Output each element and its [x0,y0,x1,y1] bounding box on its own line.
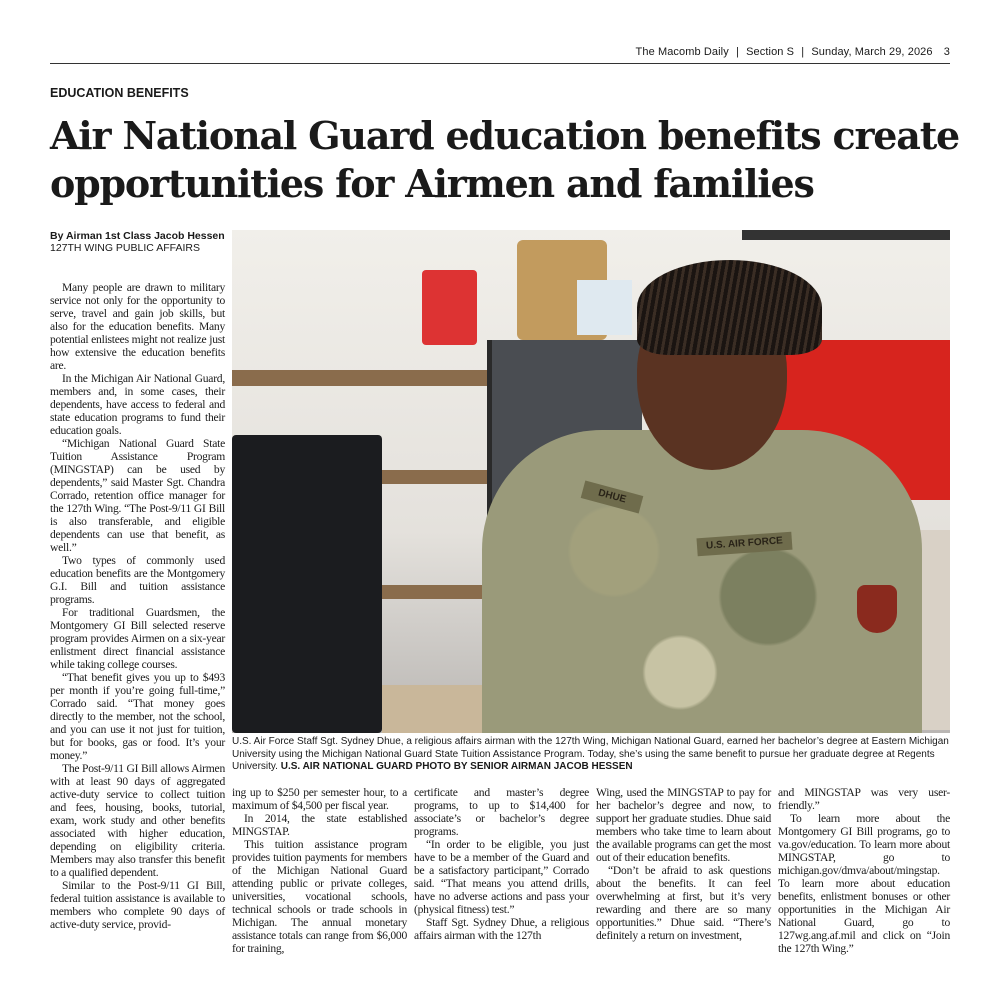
paragraph: The Post-9/11 GI Bill allows Airmen with at least 90 days of aggregated active-duty service to collect tuition and fees, housing, books, tutorial, exam, work study and other benefits associated with higher education, depending on eligibility criteria. Members may also transfer this benefit to a qualified dependent. [50,762,225,879]
article-photo [232,230,950,733]
paragraph: “Don’t be afraid to ask questions about the benefits. It can feel overwhelming at first, but it’s very rewarding and there are so many opportunities.” Dhue said. “There’s definitely a return on investment, [596,864,771,942]
byline-affiliation: 127TH WING PUBLIC AFFAIRS [50,242,200,254]
paragraph: In the Michigan Air National Guard, members and, in some cases, their dependents, have access to federal and state education programs to fund their education goals. [50,372,225,437]
separator: | [801,46,805,58]
unit-patch-icon [857,585,897,633]
photo-credit: U.S. AIR NATIONAL GUARD PHOTO BY SENIOR AIRMAN JACOB HESSEN [280,761,633,772]
paragraph: “Michigan National Guard State Tuition Assistance Program (MINGSTAP) can be used by dependents,” said Master Sgt. Chandra Corrado, retention office manager for the 127th Wing. “The Post-9/11 GI Bill is also transferable, and eligible dependents can use that benefit, as well.” [50,437,225,554]
paragraph: ing up to $250 per semester hour, to a maximum of $4,500 per fiscal year. [232,786,407,812]
section-kicker: EDUCATION BENEFITS [50,86,189,100]
paragraph: This tuition assistance program provides tuition payments for members of the Michigan National Guard attending public or private colleges, universities, vocational schools, technical schools or trade schools in Michigan. The annual monetary assistance totals can range from $6,000 for training, [232,838,407,955]
paragraph: “That benefit gives you up to $493 per month if you’re going full-time,” Corrado said. “That money goes directly to the member, not the school, and you can use it not just for tuition, but for books, gas or food. It’s your money.” [50,671,225,762]
byline [50,230,230,254]
name-tape-text: DHUE [597,487,628,506]
paragraph: In 2014, the state established MINGSTAP. [232,812,407,838]
article-column-4 [596,786,771,942]
paragraph: Staff Sgt. Sydney Dhue, a religious affairs airman with the 127th [414,916,589,942]
article-column-2 [232,786,407,955]
paragraph: Similar to the Post-9/11 GI Bill, federal tuition assistance is available to members who complete 90 days of active-duty service, provid- [50,879,225,931]
separator: | [735,46,739,58]
page-number: 3 [943,46,950,58]
publication-name: The Macomb Daily [635,46,729,58]
page-header [50,46,950,64]
paragraph: and MINGSTAP was very user-friendly.” [778,786,950,812]
headline: Air National Guard education benefits create opportunities for Airmen and families [50,113,960,206]
issue-date: Sunday, March 29, 2026 [811,46,933,58]
paragraph: For traditional Guardsmen, the Montgomery GI Bill selected reserve program provides Airmen on a six-year enlistment direct financial assistance while taking college courses. [50,606,225,671]
paragraph: “In order to be eligible, you just have to be a member of the Guard and be a satisfactory participant,” Corrado said. “That means you attend drills, have no adverse actions and pass your (physical fitness) test.” [414,838,589,916]
article-column-5 [778,786,950,955]
article-column-1 [50,281,225,931]
person-hair [637,260,822,355]
caption-text: U.S. Air Force Staff Sgt. Sydney Dhue, a religious affairs airman with the 127th Wing, Michigan National Guard, earned her bachelor’s degree at Eastern Michigan University using the Michigan National Guard State Tuition Assistance Program. Today, she’s using the same benefit to pursue her graduate degree at Regents University. [232,736,949,772]
paragraph: Wing, used the MINGSTAP to pay for her bachelor’s degree and now, to support her graduate studies. Dhue said members who take time to learn about the available programs can get the most out of their education benefits. [596,786,771,864]
section-label: Section S [746,46,795,58]
byline-author: By Airman 1st Class Jacob Hessen [50,230,225,242]
person-uniform [482,430,922,733]
paragraph: To learn more about the Montgomery GI Bill programs, go to va.gov/education. To learn more about MINGSTAP, go to michigan.gov/dmva/about/mingstap. To learn more about education benefits, enlistment bonuses or other opportunities in the Michigan Air National Guard, go to 127wg.ang.af.mil and click on “Join the 127th Wing.” [778,812,950,955]
paragraph: Many people are drawn to military service not only for the opportunity to serve, travel and gain job skills, but also for the education benefits. Many potential enlistees might not realize just how extensive the education benefits are. [50,281,225,372]
paragraph: Two types of commonly used education benefits are the Montgomery G.I. Bill and tuition assistance programs. [50,554,225,606]
paragraph: certificate and master’s degree programs, to up to $14,400 for associate’s or bachelor’s degree programs. [414,786,589,838]
photo-caption [232,736,950,774]
service-tape-text: U.S. AIR FORCE [705,535,784,552]
article-column-3 [414,786,589,942]
